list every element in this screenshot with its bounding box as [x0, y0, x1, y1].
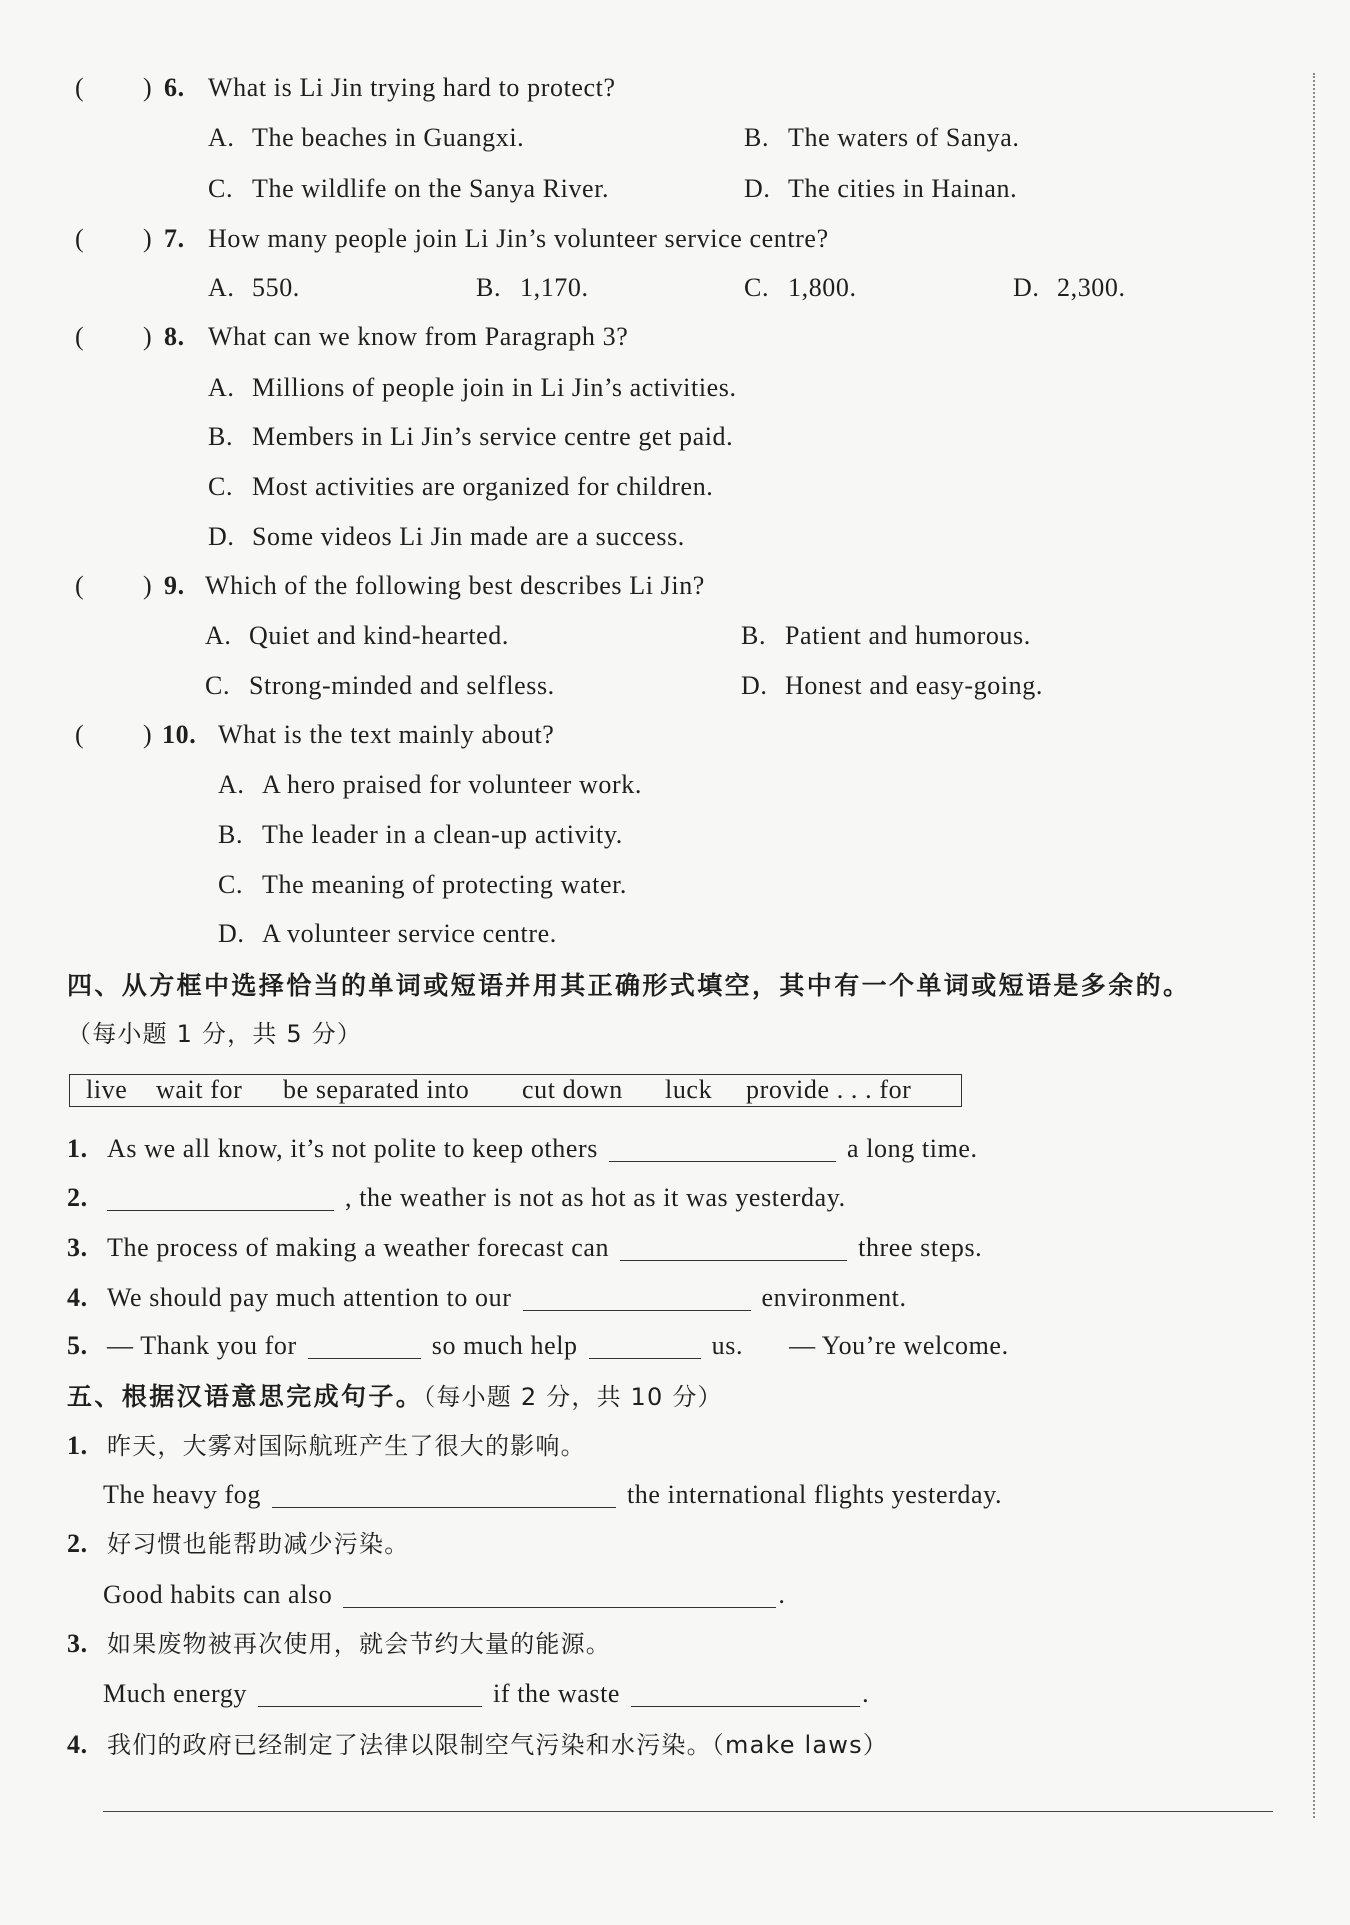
- question-number: 8.: [164, 322, 185, 351]
- option-a: [218, 769, 642, 801]
- bracket-close: ): [143, 322, 153, 351]
- item-reply: — You’re welcome.: [789, 1331, 1009, 1360]
- option-letter: A.: [208, 123, 235, 152]
- item-text: the international flights yesterday.: [626, 1480, 1003, 1509]
- option-c: [208, 471, 713, 503]
- fill-blank[interactable]: [308, 1334, 421, 1359]
- option-letter: D.: [1013, 273, 1040, 302]
- item-number: 3.: [67, 1629, 88, 1658]
- option-letter: C.: [208, 174, 234, 203]
- option-letter: B.: [208, 422, 234, 451]
- option-b: [208, 421, 733, 453]
- fill-blank[interactable]: [589, 1334, 701, 1359]
- item-text: Good habits can also: [103, 1580, 333, 1609]
- bracket-open: (: [75, 720, 85, 749]
- option-c: [218, 869, 627, 901]
- fill-blank[interactable]: [523, 1286, 751, 1311]
- bracket-close: ): [143, 571, 153, 600]
- question-number: 9.: [164, 571, 185, 600]
- option-letter: B.: [741, 621, 767, 650]
- section-4-points: （每小题 1 分，共 5 分）: [67, 1020, 363, 1048]
- question-text: What can we know from Paragraph 3?: [208, 322, 629, 351]
- item-text: As we all know, it’s not polite to keep others: [107, 1134, 598, 1163]
- option-text: 1,170.: [520, 273, 589, 302]
- item-text: The heavy fog: [103, 1480, 261, 1509]
- option-c: [208, 173, 609, 205]
- option-letter: D.: [744, 174, 771, 203]
- question-text: How many people join Li Jin’s volunteer service centre?: [208, 224, 829, 253]
- option-d: [1013, 272, 1126, 304]
- option-text: 550.: [252, 273, 300, 302]
- fill-blank[interactable]: [620, 1236, 847, 1261]
- option-c: [205, 670, 555, 702]
- item-text: .: [778, 1580, 786, 1609]
- section-5-header: [67, 1381, 723, 1413]
- option-letter: B.: [744, 123, 770, 152]
- item-number: 1.: [67, 1134, 88, 1163]
- question-number: 6.: [164, 73, 185, 102]
- option-text: The wildlife on the Sanya River.: [252, 174, 610, 203]
- item-number: 2.: [67, 1529, 88, 1558]
- fill-blank[interactable]: [343, 1583, 776, 1608]
- option-d: [741, 670, 1043, 702]
- bracket-open: (: [75, 224, 85, 253]
- option-b: [741, 620, 1031, 652]
- option-text: A hero praised for volunteer work.: [262, 770, 642, 799]
- item-number: 4.: [67, 1283, 88, 1312]
- word-bank-box: [69, 1074, 962, 1107]
- fill-item-4: [67, 1282, 907, 1314]
- question-10: [0, 719, 1300, 751]
- option-letter: C.: [205, 671, 231, 700]
- chinese-prompt: 我们的政府已经制定了法律以限制空气污染和水污染。（make laws）: [107, 1731, 889, 1759]
- translate-item-2-answer: [103, 1579, 785, 1611]
- answer-space-q7[interactable]: [92, 223, 140, 251]
- fill-item-1: [67, 1133, 978, 1165]
- question-7: [0, 223, 1300, 255]
- bracket-open: (: [75, 571, 85, 600]
- fill-blank[interactable]: [609, 1137, 836, 1162]
- question-text: What is the text mainly about?: [218, 720, 555, 749]
- item-text: , the weather is not as hot as it was yesterday.: [345, 1183, 846, 1212]
- option-b: [476, 272, 589, 304]
- item-text: so much help: [431, 1331, 578, 1360]
- option-text: Members in Li Jin’s service centre get paid.: [252, 422, 734, 451]
- option-text: Most activities are organized for children.: [252, 472, 714, 501]
- question-8: [0, 321, 1300, 353]
- question-9: [0, 570, 1300, 602]
- item-text: Much energy: [103, 1679, 248, 1708]
- option-text: Patient and humorous.: [785, 621, 1031, 650]
- question-6: [0, 72, 1300, 104]
- item-text: .: [862, 1679, 870, 1708]
- fill-blank[interactable]: [272, 1483, 616, 1508]
- option-d: [208, 521, 685, 553]
- fill-item-3: [67, 1232, 982, 1264]
- option-letter: D.: [218, 919, 245, 948]
- option-d: [744, 173, 1017, 205]
- word-bank-item: live: [86, 1075, 128, 1104]
- answer-space-q8[interactable]: [92, 321, 140, 349]
- option-letter: A.: [208, 373, 235, 402]
- option-letter: C.: [208, 472, 234, 501]
- word-bank-item: cut down: [522, 1075, 623, 1104]
- option-letter: C.: [218, 870, 244, 899]
- item-text: environment.: [761, 1283, 907, 1312]
- translate-item-3-answer: [103, 1678, 869, 1710]
- translate-item-2-prompt: [67, 1528, 409, 1560]
- option-text: 2,300.: [1057, 273, 1126, 302]
- option-letter: A.: [205, 621, 232, 650]
- option-text: The beaches in Guangxi.: [252, 123, 525, 152]
- option-letter: A.: [218, 770, 245, 799]
- question-number: 10.: [162, 720, 197, 749]
- answer-space-q6[interactable]: [92, 72, 140, 100]
- translate-item-4-prompt: [67, 1729, 888, 1761]
- fill-blank[interactable]: [258, 1682, 482, 1707]
- question-text: Which of the following best describes Li Jin?: [205, 571, 705, 600]
- translate-item-3-prompt: [67, 1628, 611, 1660]
- chinese-prompt: 昨天，大雾对国际航班产生了很大的影响。: [107, 1432, 586, 1460]
- option-text: Millions of people join in Li Jin’s activities.: [252, 373, 737, 402]
- option-b: [744, 122, 1019, 154]
- option-text: The waters of Sanya.: [788, 123, 1020, 152]
- item-text: The process of making a weather forecast can: [107, 1233, 610, 1262]
- option-letter: C.: [744, 273, 770, 302]
- option-text: The cities in Hainan.: [788, 174, 1018, 203]
- fill-blank[interactable]: [107, 1186, 334, 1211]
- translate-item-1-prompt: [67, 1430, 586, 1462]
- answer-space-q9[interactable]: [92, 570, 140, 598]
- option-a: [208, 272, 300, 304]
- answer-space-q10[interactable]: [92, 719, 140, 747]
- item-text: We should pay much attention to our: [107, 1283, 512, 1312]
- item-text: a long time.: [846, 1134, 978, 1163]
- item-number: 1.: [67, 1431, 88, 1460]
- section-5-points: （每小题 2 分，共 10 分）: [423, 1383, 723, 1411]
- binding-margin-line: [1313, 73, 1315, 1818]
- option-c: [744, 272, 857, 304]
- option-text: The leader in a clean-up activity.: [262, 820, 623, 849]
- word-bank-item: luck: [665, 1075, 713, 1104]
- item-text: — Thank you for: [107, 1331, 297, 1360]
- option-letter: D.: [741, 671, 768, 700]
- answer-line[interactable]: [103, 1811, 1273, 1812]
- option-a: [208, 372, 737, 404]
- option-b: [218, 819, 623, 851]
- item-number: 3.: [67, 1233, 88, 1262]
- option-letter: A.: [208, 273, 235, 302]
- item-number: 4.: [67, 1730, 88, 1759]
- chinese-prompt: 好习惯也能帮助减少污染。: [107, 1530, 410, 1558]
- option-letter: B.: [218, 820, 244, 849]
- option-letter: D.: [208, 522, 235, 551]
- item-number: 5.: [67, 1331, 88, 1360]
- fill-item-2: [67, 1182, 846, 1214]
- bracket-open: (: [75, 73, 85, 102]
- option-text: Strong-minded and selfless.: [249, 671, 555, 700]
- bracket-open: (: [75, 322, 85, 351]
- word-bank-item: wait for: [156, 1075, 243, 1104]
- option-a: [205, 620, 509, 652]
- option-text: A volunteer service centre.: [262, 919, 557, 948]
- chinese-prompt: 如果废物被再次使用，就会节约大量的能源。: [107, 1630, 611, 1658]
- section-4-heading: 四、从方框中选择恰当的单词或短语并用其正确形式填空，其中有一个单词或短语是多余的。: [67, 971, 1191, 1000]
- fill-blank[interactable]: [631, 1682, 860, 1707]
- bracket-close: ): [143, 224, 153, 253]
- bracket-close: ): [143, 720, 153, 749]
- option-text: 1,800.: [788, 273, 857, 302]
- word-bank-item: provide . . . for: [746, 1075, 912, 1104]
- section-5-heading: 五、根据汉语意思完成句子。: [67, 1382, 424, 1411]
- option-text: Some videos Li Jin made are a success.: [252, 522, 685, 551]
- option-text: Quiet and kind-hearted.: [249, 621, 509, 650]
- item-text: us.: [711, 1331, 744, 1360]
- question-text: What is Li Jin trying hard to protect?: [208, 73, 616, 102]
- option-text: Honest and easy-going.: [785, 671, 1043, 700]
- fill-item-5: [67, 1330, 1009, 1362]
- question-number: 7.: [164, 224, 185, 253]
- word-bank-item: be separated into: [283, 1075, 470, 1104]
- option-text: The meaning of protecting water.: [262, 870, 628, 899]
- option-a: [208, 122, 524, 154]
- item-text: if the waste: [493, 1679, 621, 1708]
- item-number: 2.: [67, 1183, 88, 1212]
- option-d: [218, 918, 557, 950]
- bracket-close: ): [143, 73, 153, 102]
- translate-item-1-answer: [103, 1479, 1002, 1511]
- option-letter: B.: [476, 273, 502, 302]
- item-text: three steps.: [858, 1233, 983, 1262]
